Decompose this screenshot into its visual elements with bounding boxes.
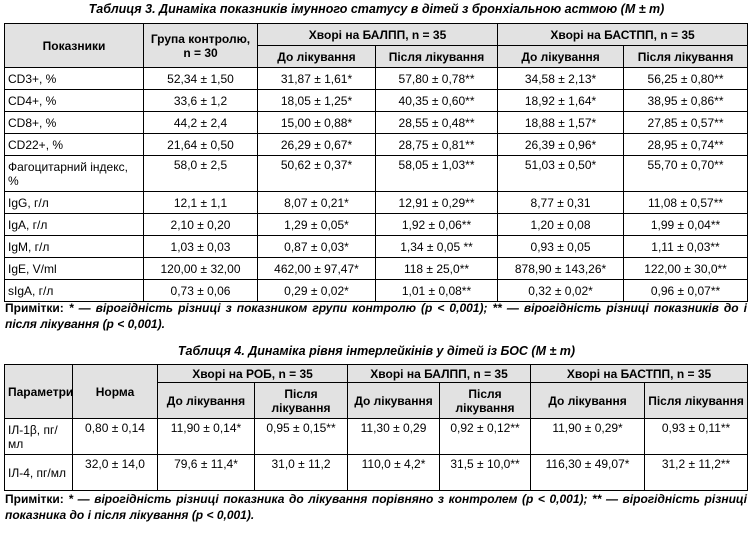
table-row xyxy=(5,419,748,455)
cell-balpp-before: 1,29 ± 0,05* xyxy=(258,214,376,236)
header-balpp: Хворі на БАЛПП, n = 35 xyxy=(258,24,498,46)
cell-control: 1,03 ± 0,03 xyxy=(144,236,258,258)
header-bastpp-after: Після лікування xyxy=(645,383,748,419)
cell-balpp-after: 58,05 ± 1,03** xyxy=(376,156,498,192)
cell-balpp-after: 57,80 ± 0,78** xyxy=(376,68,498,90)
row-label: CD22+, % xyxy=(5,134,144,156)
cell-bastpp-before: 1,20 ± 0,08 xyxy=(498,214,624,236)
header-control: Група контролю, n = 30 xyxy=(144,24,258,68)
row-label: IgA, г/л xyxy=(5,214,144,236)
row-label: Фагоцитарний індекс, % xyxy=(5,156,144,192)
cell-bastpp-after: 1,99 ± 0,04** xyxy=(624,214,748,236)
cell-bastpp-after: 28,95 ± 0,74** xyxy=(624,134,748,156)
cell-rob-before: 11,90 ± 0,14* xyxy=(158,419,255,455)
table-row xyxy=(5,90,748,112)
cell-balpp-after: 1,92 ± 0,06** xyxy=(376,214,498,236)
cell-bastpp-after: 31,2 ± 11,2** xyxy=(645,455,748,491)
header-rob-before: До лікування xyxy=(158,383,255,419)
table-row xyxy=(5,214,748,236)
header-bastpp: Хворі на БАСТПП, n = 35 xyxy=(498,24,748,46)
header-rob: Хворі на РОБ, n = 35 xyxy=(158,365,348,383)
cell-control: 58,0 ± 2,5 xyxy=(144,156,258,192)
cell-bastpp-after: 1,11 ± 0,03** xyxy=(624,236,748,258)
header-norm: Норма xyxy=(73,365,158,419)
cell-control: 0,73 ± 0,06 xyxy=(144,280,258,302)
cell-rob-before: 79,6 ± 11,4* xyxy=(158,455,255,491)
cell-control: 21,64 ± 0,50 xyxy=(144,134,258,156)
cell-balpp-before: 26,29 ± 0,67* xyxy=(258,134,376,156)
row-label: ІЛ-1β, пг/мл xyxy=(5,419,73,455)
cell-bastpp-after: 55,70 ± 0,70** xyxy=(624,156,748,192)
header-indicator: Показники xyxy=(5,24,144,68)
cell-bastpp-before: 26,39 ± 0,96* xyxy=(498,134,624,156)
cell-balpp-after: 1,01 ± 0,08** xyxy=(376,280,498,302)
cell-bastpp-after: 122,00 ± 30,0** xyxy=(624,258,748,280)
cell-bastpp-before: 51,03 ± 0,50* xyxy=(498,156,624,192)
cell-balpp-after: 1,34 ± 0,05 ** xyxy=(376,236,498,258)
cell-balpp-after: 28,75 ± 0,81** xyxy=(376,134,498,156)
table4-caption: Таблиця 4. Динаміка рівня інтерлейкінів у дітей із БОС (M ± m) xyxy=(177,344,576,358)
cell-control: 44,2 ± 2,4 xyxy=(144,112,258,134)
table-row xyxy=(5,280,748,302)
cell-control: 2,10 ± 0,20 xyxy=(144,214,258,236)
cell-balpp-after: 40,35 ± 0,60** xyxy=(376,90,498,112)
row-label: IgE, V/ml xyxy=(5,258,144,280)
cell-balpp-before: 11,30 ± 0,29 xyxy=(348,419,440,455)
header-bastpp-after: Після лікування xyxy=(624,46,748,68)
cell-balpp-before: 110,0 ± 4,2* xyxy=(348,455,440,491)
table-row xyxy=(5,112,748,134)
cell-bastpp-after: 0,93 ± 0,11** xyxy=(645,419,748,455)
row-label: IgG, г/л xyxy=(5,192,144,214)
header-balpp-after: Після лікування xyxy=(440,383,531,419)
header-bastpp-before: До лікування xyxy=(531,383,645,419)
table-row xyxy=(5,258,748,280)
cell-balpp-before: 462,00 ± 97,47* xyxy=(258,258,376,280)
table4-note xyxy=(5,491,747,523)
row-label: IgM, г/л xyxy=(5,236,144,258)
row-label: CD8+, % xyxy=(5,112,144,134)
cell-balpp-before: 15,00 ± 0,88* xyxy=(258,112,376,134)
cell-bastpp-after: 11,08 ± 0,57** xyxy=(624,192,748,214)
cell-norm: 0,80 ± 0,14 xyxy=(73,419,158,455)
cell-rob-after: 0,95 ± 0,15** xyxy=(255,419,348,455)
cell-bastpp-after: 38,95 ± 0,86** xyxy=(624,90,748,112)
cell-balpp-after: 0,92 ± 0,12** xyxy=(440,419,531,455)
header-balpp: Хворі на БАЛПП, n = 35 xyxy=(348,365,531,383)
cell-bastpp-before: 18,92 ± 1,64* xyxy=(498,90,624,112)
cell-balpp-after: 28,55 ± 0,48** xyxy=(376,112,498,134)
cell-balpp-after: 118 ± 25,0** xyxy=(376,258,498,280)
header-balpp-after: Після лікування xyxy=(376,46,498,68)
table3-note xyxy=(5,300,747,332)
cell-control: 33,6 ± 1,2 xyxy=(144,90,258,112)
table-row xyxy=(5,455,748,491)
cell-rob-after: 31,0 ± 11,2 xyxy=(255,455,348,491)
table-row xyxy=(5,236,748,258)
row-label: CD3+, % xyxy=(5,68,144,90)
cell-control: 52,34 ± 1,50 xyxy=(144,68,258,90)
cell-balpp-before: 18,05 ± 1,25* xyxy=(258,90,376,112)
cell-bastpp-before: 116,30 ± 49,07* xyxy=(531,455,645,491)
row-label: CD4+, % xyxy=(5,90,144,112)
cell-bastpp-before: 0,32 ± 0,02* xyxy=(498,280,624,302)
table3-caption: Таблиця 3. Динаміка показників імунного статусу в дітей з бронхіальною астмою (M ± m) xyxy=(88,2,665,16)
header-param: Параметри xyxy=(5,365,73,419)
cell-balpp-before: 31,87 ± 1,61* xyxy=(258,68,376,90)
table4-note-lead: Примітки: xyxy=(5,492,64,506)
cell-bastpp-after: 0,96 ± 0,07** xyxy=(624,280,748,302)
row-label: sIgA, г/л xyxy=(5,280,144,302)
table4 xyxy=(4,364,748,491)
table-row xyxy=(5,68,748,90)
header-bastpp-before: До лікування xyxy=(498,46,624,68)
cell-bastpp-before: 8,77 ± 0,31 xyxy=(498,192,624,214)
cell-bastpp-after: 56,25 ± 0,80** xyxy=(624,68,748,90)
table-row xyxy=(5,156,748,192)
cell-norm: 32,0 ± 14,0 xyxy=(73,455,158,491)
cell-bastpp-after: 27,85 ± 0,57** xyxy=(624,112,748,134)
row-label: ІЛ-4, пг/мл xyxy=(5,455,73,491)
cell-bastpp-before: 18,88 ± 1,57* xyxy=(498,112,624,134)
table4-note-text: * — вірогідність різниці показника до лікування порівняно з контролем (p < 0,001); ** — вірогідність різниці показника до і після лікування (p < 0,001). xyxy=(5,492,747,522)
cell-control: 120,00 ± 32,00 xyxy=(144,258,258,280)
header-balpp-before: До лікування xyxy=(258,46,376,68)
header-balpp-before: До лікування xyxy=(348,383,440,419)
cell-balpp-before: 50,62 ± 0,37* xyxy=(258,156,376,192)
cell-bastpp-before: 11,90 ± 0,29* xyxy=(531,419,645,455)
cell-balpp-after: 31,5 ± 10,0** xyxy=(440,455,531,491)
header-rob-after: Після лікування xyxy=(255,383,348,419)
table3-note-lead: Примітки: xyxy=(5,301,64,315)
table3-note-text: * — вірогідність різниці з показником групи контролю (p < 0,001); ** — вірогідність різниці показників до і після лікування (p < 0,001). xyxy=(5,301,747,331)
cell-balpp-before: 0,29 ± 0,02* xyxy=(258,280,376,302)
table-row xyxy=(5,192,748,214)
cell-control: 12,1 ± 1,1 xyxy=(144,192,258,214)
cell-balpp-before: 8,07 ± 0,21* xyxy=(258,192,376,214)
cell-balpp-after: 12,91 ± 0,29** xyxy=(376,192,498,214)
cell-bastpp-before: 878,90 ± 143,26* xyxy=(498,258,624,280)
cell-balpp-before: 0,87 ± 0,03* xyxy=(258,236,376,258)
cell-bastpp-before: 34,58 ± 2,13* xyxy=(498,68,624,90)
header-bastpp: Хворі на БАСТПП, n = 35 xyxy=(531,365,748,383)
cell-bastpp-before: 0,93 ± 0,05 xyxy=(498,236,624,258)
table3 xyxy=(4,23,748,302)
table-row xyxy=(5,134,748,156)
